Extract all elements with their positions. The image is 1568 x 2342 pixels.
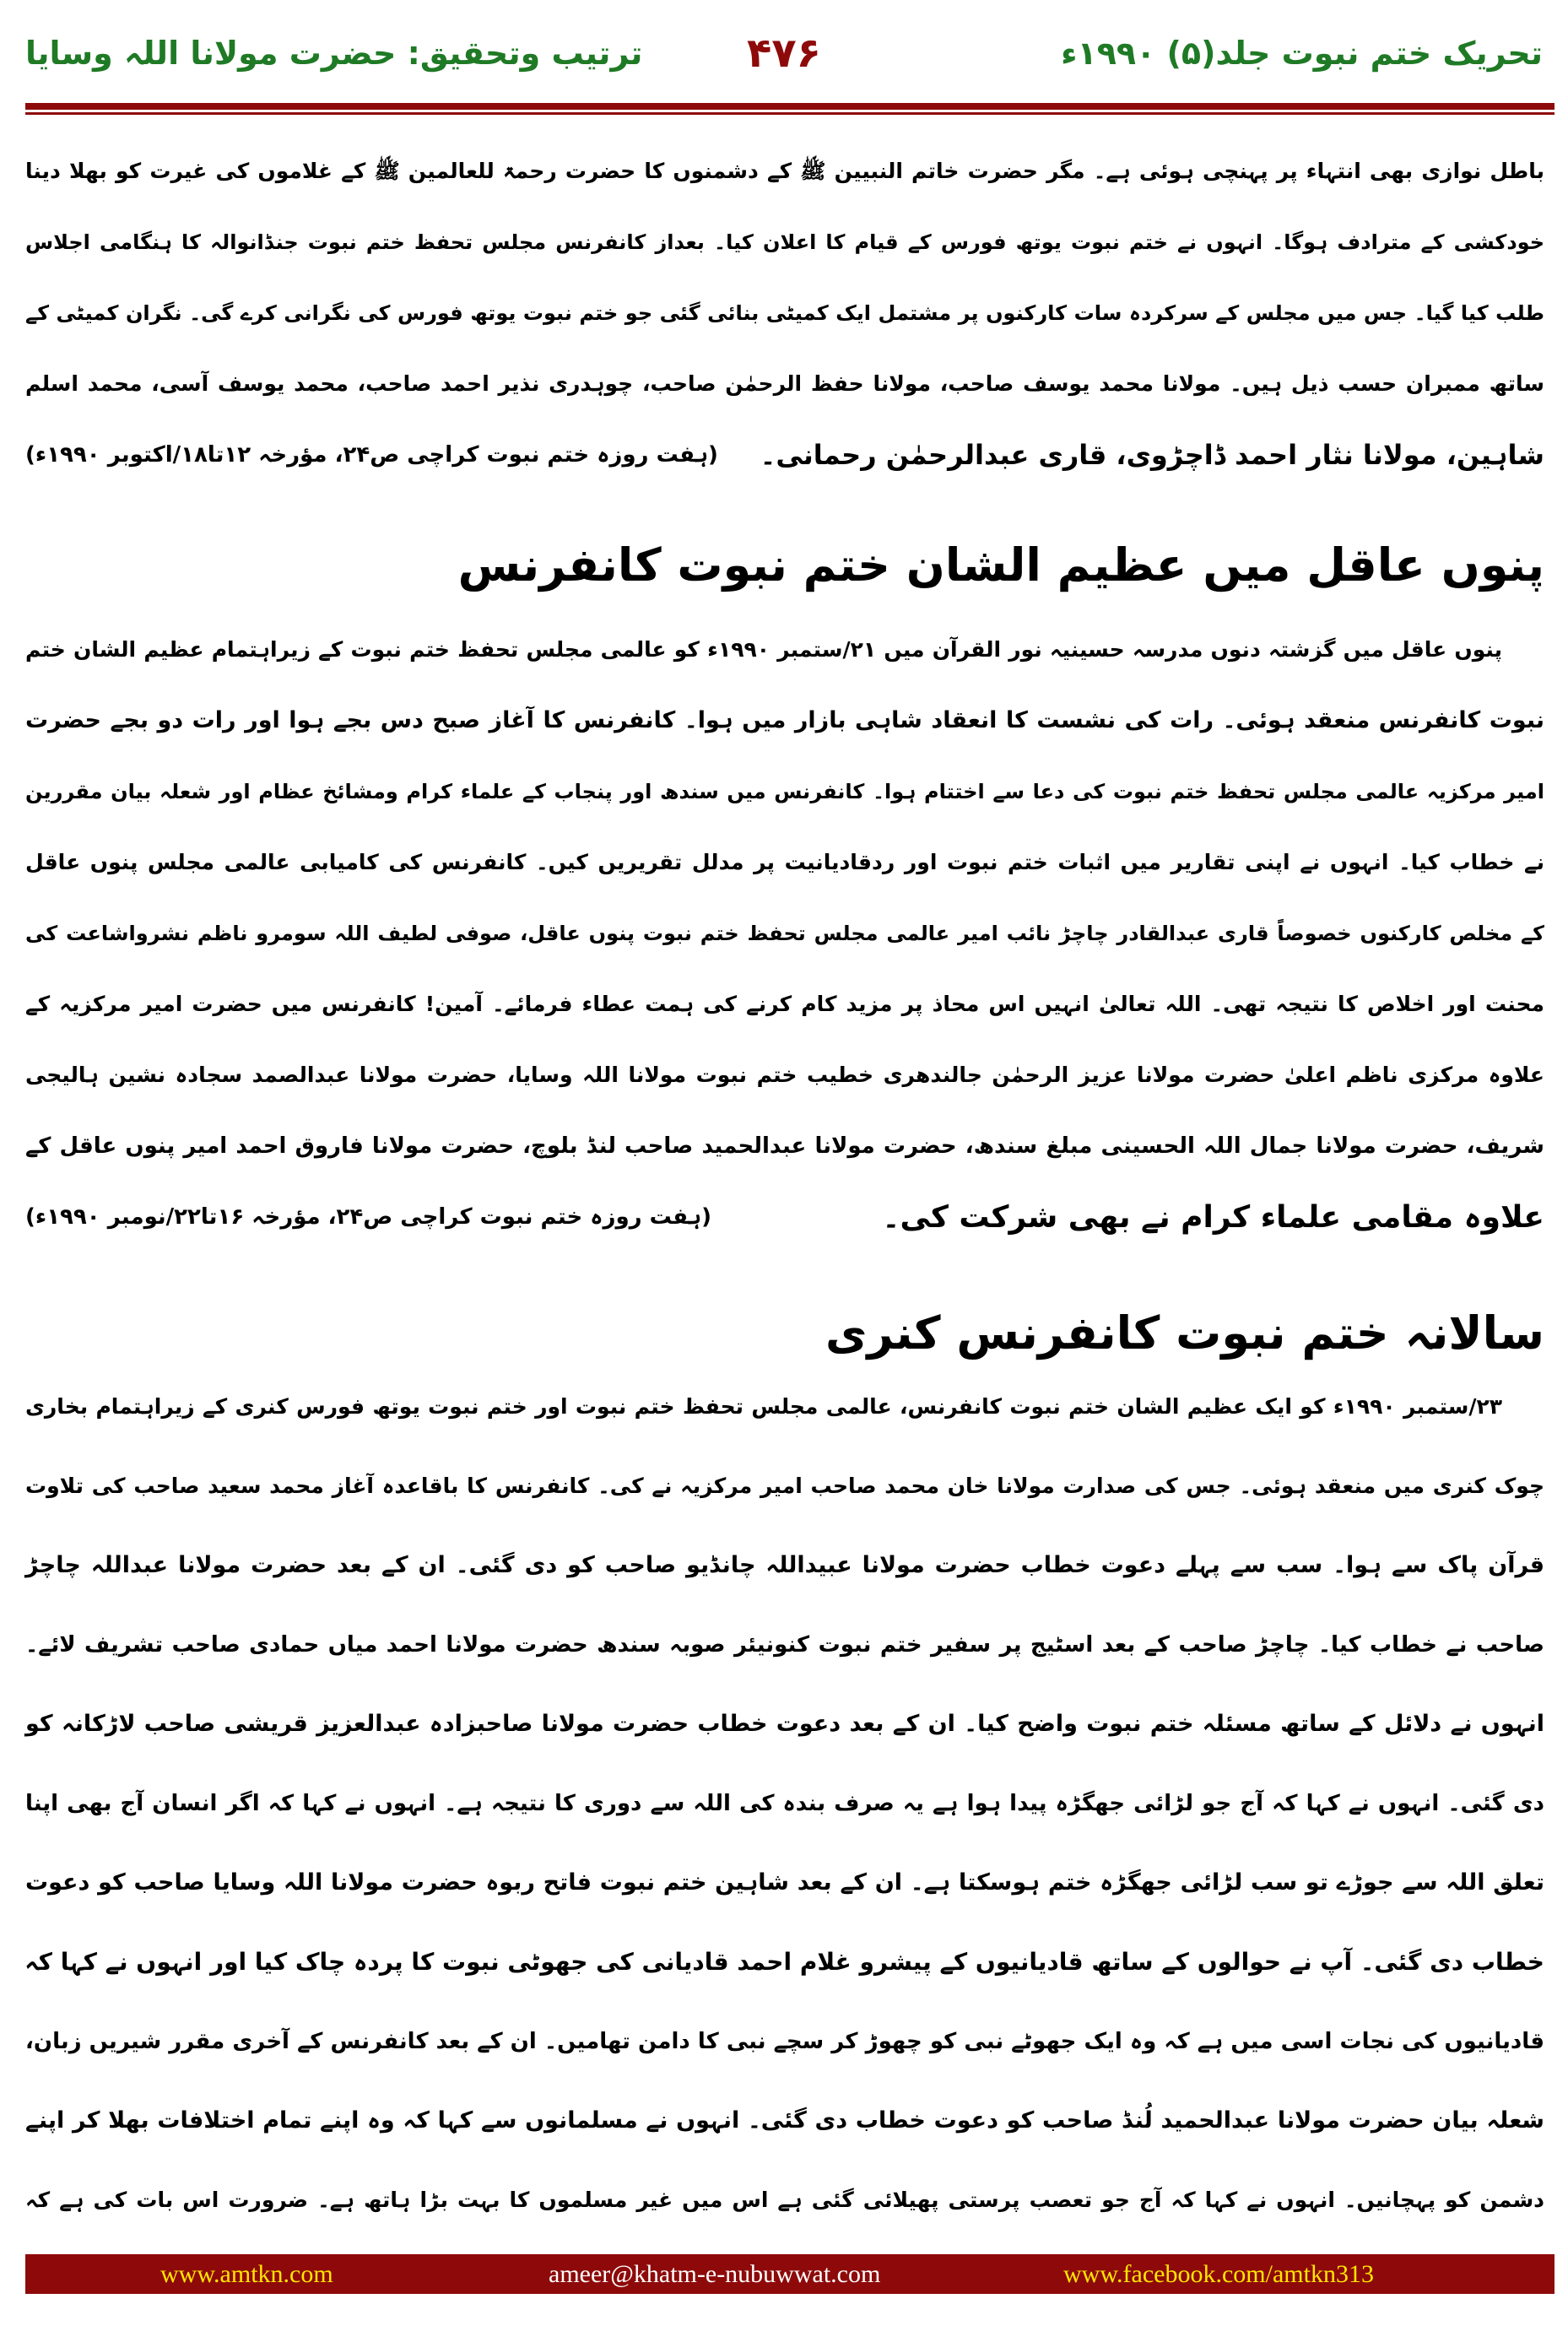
text-line: دشمن کو پہچانیں۔ انہوں نے کہا کہ آج جو تعصب پرستی پھیلائی گئی ہے اس میں غیر مسلموں کا بہت بڑا ہاتھ ہے۔ ضرورت اس بات کی ہے کہ xyxy=(25,2188,1544,2212)
text-line: شعلہ بیان حضرت مولانا عبدالحمید لُنڈ صاحب کو دعوت خطاب دی گئی۔ انہوں نے مسلمانوں سے کہا کہ وہ اپنے تمام اختلافات بھلا کر اپنے xyxy=(25,2107,1544,2134)
section-heading: سالانہ ختم نبوت کانفرنس کنری xyxy=(825,1306,1544,1360)
paragraph-1 xyxy=(25,136,1544,490)
text-line: علاوہ مرکزی ناظم اعلیٰ حضرت مولانا عزیز الرحمٰن جالندھری خطیب ختم نبوت مولانا اللہ وسایا، حضرت مولانا عبدالصمد سجادہ نشین ہالیجی xyxy=(25,1063,1544,1087)
website-link[interactable]: www.amtkn.com xyxy=(160,2260,333,2288)
text-line: صاحب نے خطاب کیا۔ چاچڑ صاحب کے بعد اسٹیج پر سفیر ختم نبوت کنونیئر صوبہ سندھ حضرت مولانا احمد میاں حمادی صاحب تشریف لائے۔ xyxy=(25,1632,1544,1658)
email-link[interactable]: ameer@khatm-e-nubuwwat.com xyxy=(549,2260,881,2288)
text-line: پنوں عاقل میں گزشتہ دنوں مدرسہ حسینیہ نور القرآن میں ۲۱/ستمبر ۱۹۹۰ء کو عالمی مجلس تحفظ ختم نبوت کے زیراہتمام عظیم الشان ختم xyxy=(25,637,1502,662)
text-line: طلب کیا گیا۔ جس میں مجلس کے سرکردہ سات کارکنوں پر مشتمل ایک کمیٹی بنائی گئی جو ختم نبوت یوتھ فورس کی نگرانی کرے گی۔ نگران کمیٹی کے xyxy=(25,301,1544,325)
text-line: امیر مرکزیہ عالمی مجلس تحفظ ختم نبوت کی دعا سے اختتام ہوا۔ کانفرنس میں سندھ اور پنجاب کے علماء کرام ومشائخ عظام اور شعلہ بیان مقررین xyxy=(25,780,1544,803)
text-line: نبوت کانفرنس منعقد ہوئی۔ رات کی نشست کا انعقاد شاہی بازار میں ہوا۔ کانفرنس کا آغاز صبح دس بجے ہوا اور رات دو بجے حضرت xyxy=(25,707,1544,733)
text-line: نے خطاب کیا۔ انہوں نے اپنی تقاریر میں اثبات ختم نبوت اور ردقادیانیت پر مدلل تقریریں کیں۔ کانفرنس کی کامیابی عالمی مجلس پنوں عاقل xyxy=(25,850,1544,874)
paragraph-2 xyxy=(25,614,1544,1252)
text-line: محنت اور اخلاص کا نتیجہ تھی۔ اللہ تعالیٰ انہیں اس محاذ پر مزید کام کرنے کی ہمت عطاء فرمائے۔ آمین! کانفرنس میں حضرت امیر مرکزیہ کے xyxy=(25,992,1544,1016)
text-line: انہوں نے دلائل کے ساتھ مسئلہ ختم نبوت واضح کیا۔ ان کے بعد دعوت خطاب حضرت مولانا صاحبزادہ عبدالعزیز قریشی صاحب لاڑکانہ کو xyxy=(25,1711,1544,1737)
citation: (ہفت روزہ ختم نبوت کراچی ص۲۴، مؤرخہ ۱۶تا۲۲/نومبر ۱۹۹۰ء) xyxy=(25,1204,711,1230)
text-line: باطل نوازی بھی انتہاء پر پہنچی ہوئی ہے۔ مگر حضرت خاتم النبیین ﷺ کے دشمنوں کا حضرت رحمۃ للعالمین ﷺ کے غلاموں کی غیرت کو بھلا دینا xyxy=(25,159,1544,183)
section-heading: پنوں عاقل میں عظیم الشان ختم نبوت کانفرنس xyxy=(457,538,1544,592)
facebook-link[interactable]: www.facebook.com/amtkn313 xyxy=(1063,2260,1374,2288)
text-line: ساتھ ممبران حسب ذیل ہیں۔ مولانا محمد یوسف صاحب، مولانا حفظ الرحمٰن صاحب، چوہدری نذیر احمد صاحب، محمد یوسف آسی، محمد اسلم xyxy=(25,371,1544,396)
book-title: تحریک ختم نبوت جلد(۵) ۱۹۹۰ء xyxy=(1061,35,1543,72)
text-line: شریف، حضرت مولانا جمال اللہ الحسینی مبلغ سندھ، حضرت مولانا عبدالحمید صاحب لنڈ بلوچ، حضرت مولانا فاروق احمد امیر پنوں عاقل کے xyxy=(25,1133,1544,1159)
paragraph-3 xyxy=(25,1367,1544,2240)
text-line: علاوہ مقامی علماء کرام نے بھی شرکت کی۔ xyxy=(882,1199,1544,1235)
last-line-row xyxy=(25,1182,1544,1252)
text-line: دی گئی۔ انہوں نے کہا کہ آج جو لڑائی جھگڑہ پیدا ہوا ہے یہ صرف بندہ کی اللہ سے دوری کا نتیجہ ہے۔ انہوں نے کہا کہ اگر انسان آج بھی اپنا xyxy=(25,1791,1544,1816)
compiler-credit: ترتیب وتحقیق: حضرت مولانا اللہ وسایا xyxy=(25,35,643,72)
text-line: تعلق اللہ سے جوڑے تو سب لڑائی جھگڑہ ختم ہوسکتا ہے۔ ان کے بعد شاہین ختم نبوت فاتح ربوہ حضرت مولانا اللہ وسایا صاحب کو دعوت xyxy=(25,1869,1544,1896)
citation: (ہفت روزہ ختم نبوت کراچی ص۲۴، مؤرخہ ۱۲تا۱۸/اکتوبر ۱۹۹۰ء) xyxy=(25,442,718,468)
text-line: خودکشی کے مترادف ہوگا۔ انہوں نے ختم نبوت یوتھ فورس کے قیام کا اعلان کیا۔ بعداز کانفرنس مجلس تحفظ ختم نبوت جنڈانوالہ کا ہنگامی اجلاس xyxy=(25,230,1544,254)
text-line: قرآن پاک سے ہوا۔ سب سے پہلے دعوت خطاب حضرت مولانا عبیداللہ چانڈیو صاحب کو دی گئی۔ ان کے بعد حضرت مولانا عبداللہ چاچڑ xyxy=(25,1552,1544,1578)
last-line-row xyxy=(25,419,1544,490)
header-rule-thin xyxy=(25,112,1554,115)
text-line: کے مخلص کارکنوں خصوصاً قاری عبدالقادر چاچڑ نائب امیر عالمی مجلس تحفظ ختم نبوت پنوں عاقل، صوفی لطیف اللہ سومرو ناظم نشرواشاعت کی xyxy=(25,922,1544,945)
header-rule xyxy=(25,103,1554,110)
text-line: خطاب دی گئی۔ آپ نے حوالوں کے ساتھ قادیانیوں کے پیشرو غلام احمد قادیانی کی جھوٹی نبوت کا پردہ چاک کیا اور انہوں نے کہا کہ xyxy=(24,1948,1544,1976)
section-3 xyxy=(25,1295,1544,1371)
text-line: قادیانیوں کی نجات اسی میں ہے کہ وہ ایک جھوٹے نبی کو چھوڑ کر سچے نبی کا دامن تھامیں۔ ان کے بعد کانفرنس کے آخری مقرر شیریں زبان، xyxy=(25,2029,1544,2054)
section-2 xyxy=(25,527,1544,603)
footer-bar xyxy=(25,2254,1554,2294)
page-number: ۴۷۶ xyxy=(747,30,821,77)
text-line: شاہین، مولانا نثار احمد ڈاچڑوی، قاری عبدالرحمٰن رحمانی۔ xyxy=(760,439,1544,471)
text-line: ۲۳/ستمبر ۱۹۹۰ء کو ایک عظیم الشان ختم نبوت کانفرنس، عالمی مجلس تحفظ ختم نبوت اور ختم نبوت یوتھ فورس کنری کے زیراہتمام بخاری xyxy=(25,1394,1502,1419)
text-line: چوک کنری میں منعقد ہوئی۔ جس کی صدارت مولانا خان محمد صاحب امیر مرکزیہ نے کی۔ کانفرنس کا باقاعدہ آغاز محمد سعید صاحب کی تلاوت xyxy=(25,1474,1544,1498)
